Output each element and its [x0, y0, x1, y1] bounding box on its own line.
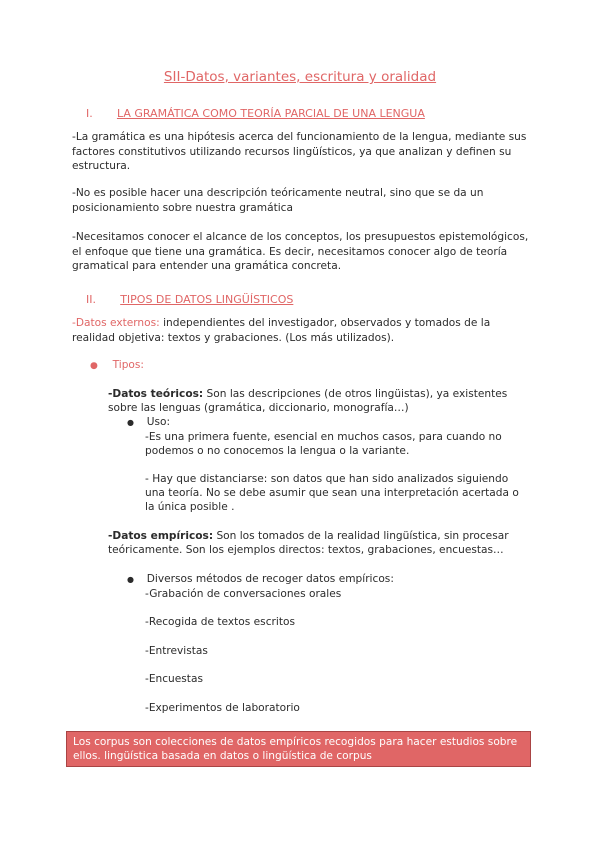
section-1-title: LA GRAMÁTICA COMO TEORÍA PARCIAL DE UNA LENGUA [116, 107, 425, 120]
page-title: SII-Datos, variantes, escritura y oralidad [163, 69, 437, 85]
uso-text-1: -Es una primera fuente, esencial en muchos casos, para cuando no podemos o no conocemos la lengua o la variante. [145, 431, 502, 457]
corpus-callout: Los corpus son colecciones de datos empíricos recogidos para hacer estudios sobre ellos. lingüística basada en datos o lingüística de corpus [66, 731, 531, 767]
section-2-title: TIPOS DE DATOS LINGÜÍSTICOS [120, 293, 294, 306]
metodos-label: Diversos métodos de recoger datos empíricos: [146, 573, 394, 585]
datos-empiricos-paragraph [108, 529, 528, 557]
paragraph-2: -No es posible hacer una descripción teóricamente neutral, sino que se da un posicionamiento sobre nuestra gramática [72, 187, 484, 214]
datos-externos-paragraph [72, 316, 532, 345]
uso-label: Uso: [146, 416, 171, 428]
uso-bullet [127, 416, 170, 428]
metodo-item: -Encuestas [145, 673, 203, 685]
section-2-heading [86, 288, 293, 307]
datos-teoricos-text: Son las descripciones (de otros lingüistas), ya existentes sobre las lenguas (gramática, diccionario, monografía…) [108, 388, 508, 414]
section-1-heading [86, 102, 425, 121]
bullet-icon: ● [127, 418, 134, 427]
uso-text-2: - Hay que distanciarse: son datos que han sido analizados siguiendo una teoría. No se debe asumir que sean una interpretación acertada o la única posible . [145, 473, 519, 513]
datos-empiricos-label: -Datos empíricos: [108, 530, 214, 542]
metodo-item: -Grabación de conversaciones orales [145, 588, 342, 600]
bullet-icon: ● [90, 361, 98, 371]
metodo-item: -Recogida de textos escritos [145, 616, 295, 628]
datos-externos-label: -Datos externos: [72, 317, 160, 329]
metodo-item: -Entrevistas [145, 645, 208, 657]
tipos-label: Tipos: [112, 359, 144, 371]
metodos-bullet [127, 573, 394, 585]
datos-empiricos-text: Son los tomados de la realidad lingüística, sin procesar teóricamente. Son los ejemplos directos: textos, grabaciones, encuestas… [108, 530, 509, 556]
tipos-bullet [90, 359, 144, 371]
paragraph-3: -Necesitamos conocer el alcance de los conceptos, los presupuestos epistemológicos, el enfoque que tiene una gramática. Es decir, necesitamos conocer algo de teoría gramatical para entender una gramática concreta. [72, 231, 529, 272]
datos-teoricos-label: -Datos teóricos: [108, 388, 204, 400]
datos-externos-text: independientes del investigador, observados y tomados de la realidad objetiva: textos y grabaciones. (Los más utilizados). [72, 317, 491, 344]
paragraph-1: -La gramática es una hipótesis acerca del funcionamiento de la lengua, mediante sus factores constitutivos utilizando recursos lingüísticos, ya que analizan y definen su estructura. [72, 131, 527, 172]
section-1-number: I. [86, 107, 93, 120]
datos-teoricos-paragraph [108, 387, 528, 415]
metodo-item: -Experimentos de laboratorio [145, 702, 300, 714]
section-2-number: II. [86, 293, 96, 306]
bullet-icon: ● [127, 575, 134, 584]
